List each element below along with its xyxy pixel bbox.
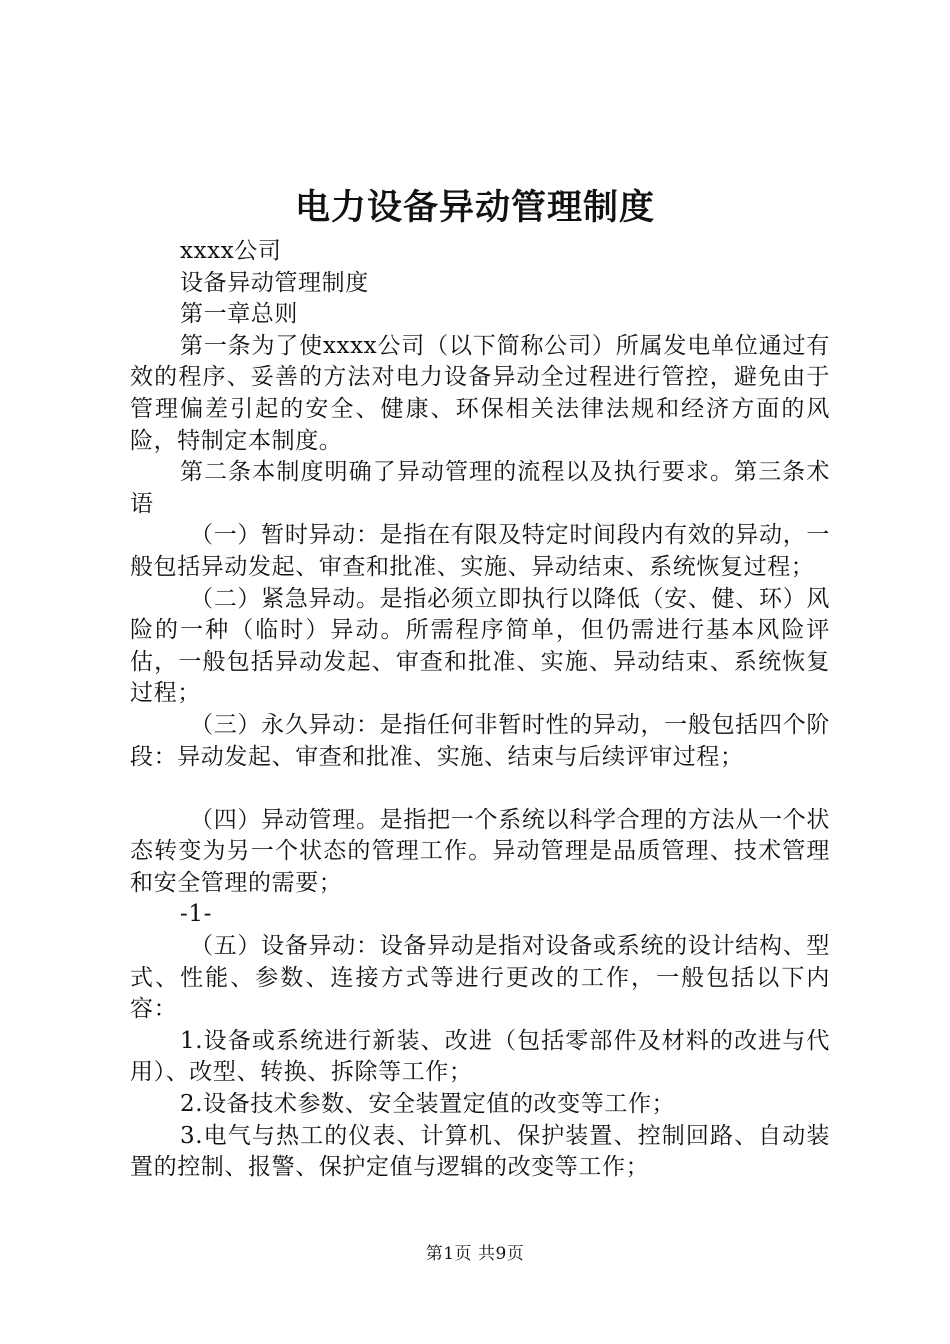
- blank-line: [130, 773, 830, 805]
- list-item-3: 3.电气与热工的仪表、计算机、保护装置、控制回路、自动装置的控制、报警、保护定值与逻辑的改变等工作；: [130, 1122, 830, 1181]
- page-footer: 第1页 共9页: [425, 1244, 525, 1264]
- paragraph-term-1: （一）暂时异动：是指在有限及特定时间段内有效的异动，一般包括异动发起、审查和批准、实施、异动结束、系统恢复过程；: [130, 522, 830, 580]
- paragraph-term-5: （五）设备异动：设备异动是指对设备或系统的设计结构、型式、性能、参数、连接方式等进行更改的工作，一般包括以下内容：: [130, 933, 830, 1023]
- list-item-1: 1.设备或系统进行新装、改进（包括零部件及材料的改进与代用）、改型、转换、拆除等工作；: [130, 1027, 830, 1086]
- document-body: [130, 236, 830, 1184]
- paragraph-article-1: 第一条为了使xxxx公司（以下简称公司）所属发电单位通过有效的程序、妥善的方法对电力设备异动全过程进行管控，避免由于管理偏差引起的安全、健康、环保相关法律法规和经济方面的风险，特制定本制度。: [130, 332, 830, 454]
- paragraph-term-4: （四）异动管理。是指把一个系统以科学合理的方法从一个状态转变为另一个状态的管理工作。异动管理是品质管理、技术管理和安全管理的需要；: [130, 806, 830, 896]
- list-item-2: 2.设备技术参数、安全装置定值的改变等工作；: [180, 1091, 676, 1118]
- paragraph-chapter-heading: 第一章总则: [180, 301, 298, 328]
- page-marker: -1-: [180, 901, 212, 928]
- paragraph-term-3: （三）永久异动：是指任何非暂时性的异动，一般包括四个阶段：异动发起、审查和批准、实施、结束与后续评审过程；: [130, 711, 830, 770]
- paragraph-term-2: （二）紧急异动。是指必须立即执行以降低（安、健、环）风险的一种（临时）异动。所需程序简单，但仍需进行基本风险评估，一般包括异动发起、审查和批准、实施、异动结束、系统恢复过程；: [130, 585, 830, 707]
- paragraph-subtitle: 设备异动管理制度: [180, 269, 369, 296]
- paragraph-article-2: 第二条本制度明确了异动管理的流程以及执行要求。第三条术语: [130, 459, 830, 517]
- document-title: 电力设备异动管理制度: [294, 187, 655, 228]
- paragraph-company: xxxx公司: [180, 238, 282, 264]
